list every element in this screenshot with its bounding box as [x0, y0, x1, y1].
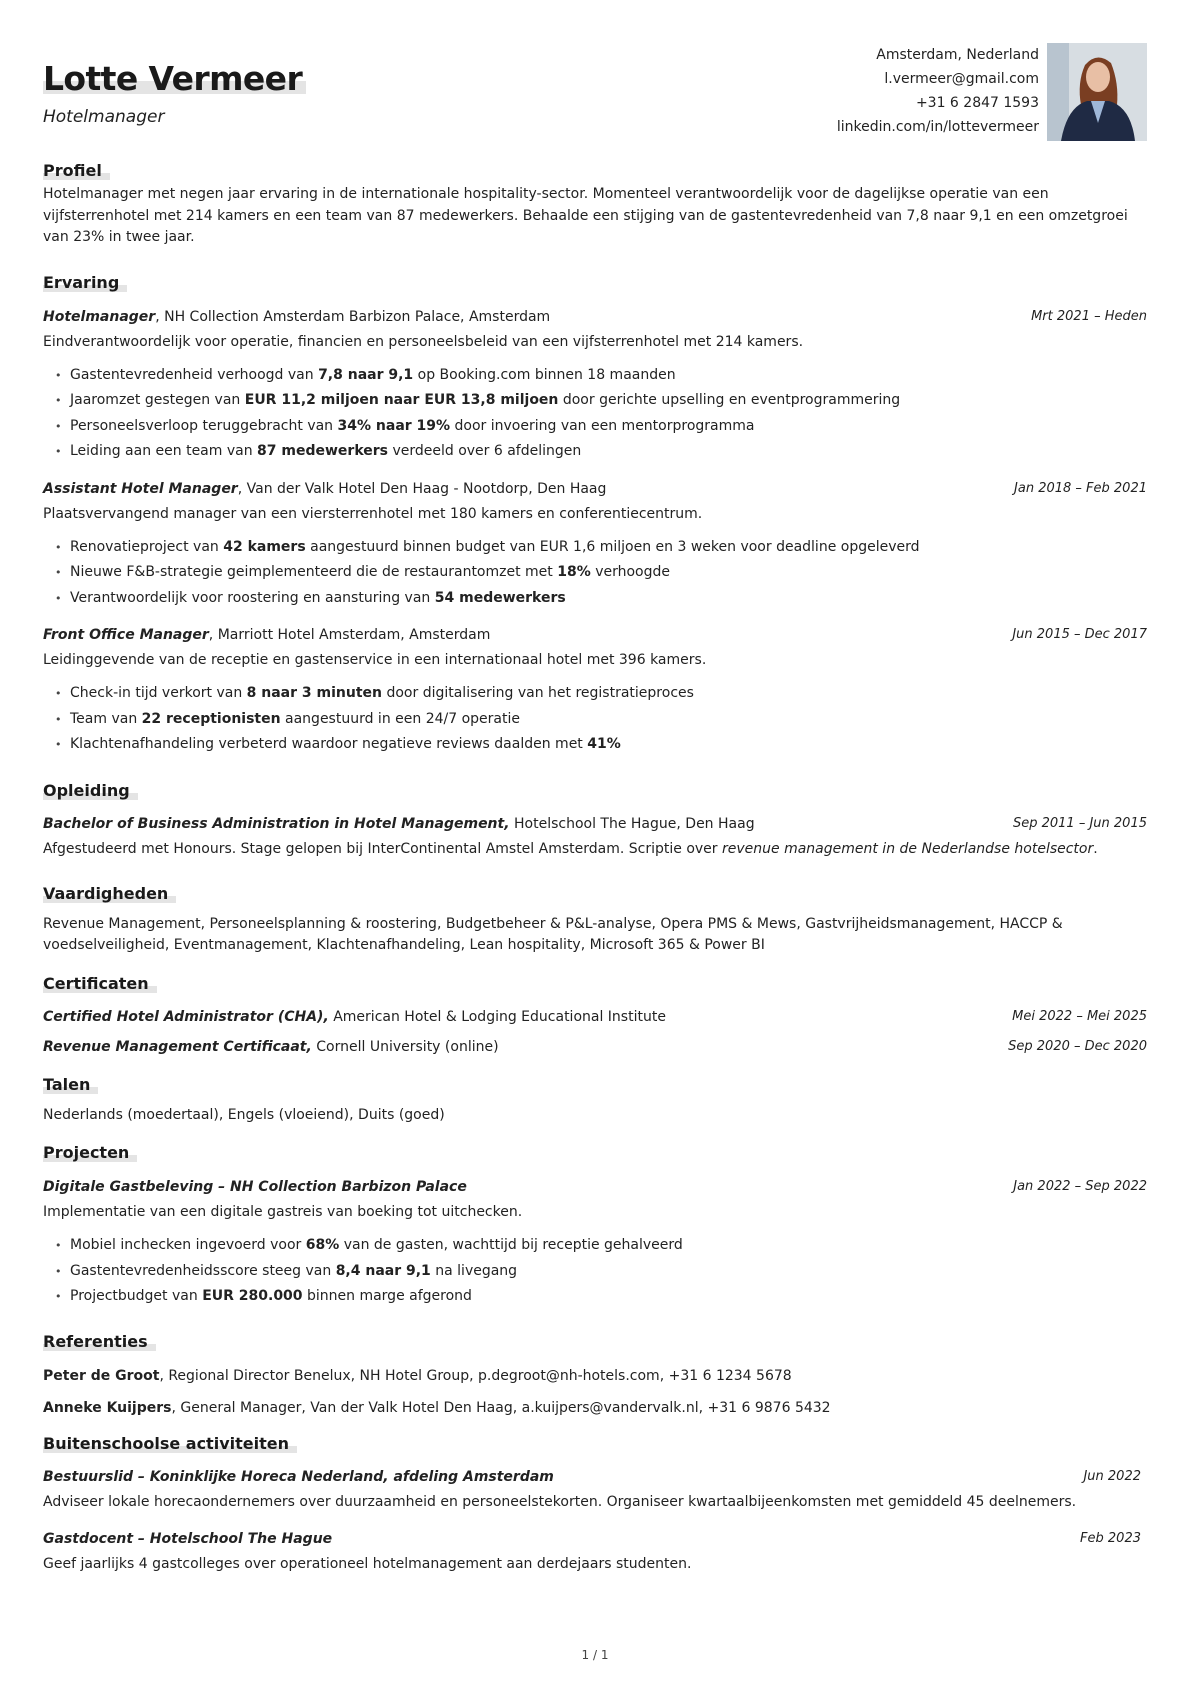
bold-text: 8 naar 3 minuten	[246, 685, 383, 701]
text-segment: Hotelmanager met negen jaar ervaring in de internationale hospitality-sector. Momenteel verantwoordelijk voor de dagelijkse operatie van een vijfsterrenhotel met 214 kamers en een team van 87 medewerkers. Behaalde een stijging van de gastentevredenheid van 7,8 naar 9,1 en een omzetgroei van 23% in twee jaar.	[43, 186, 1128, 245]
section-body	[43, 1006, 1147, 1058]
section-body	[43, 914, 1147, 957]
bold-text: 68%	[305, 1237, 340, 1253]
bullet-item	[55, 439, 1147, 465]
location: Amsterdam, Nederland	[876, 47, 1039, 63]
entry-header	[43, 1006, 1147, 1028]
text-segment: American Hotel & Lodging Educational Institute	[328, 1008, 666, 1025]
text-segment: , Marriott Hotel Amsterdam, Amsterdam	[208, 627, 491, 643]
text-segment: door invoering van een mentorprogramma	[450, 417, 755, 434]
text-segment: Personeelsverloop teruggebracht van	[70, 417, 338, 434]
entry-item	[43, 1466, 1147, 1513]
reference-item	[43, 1365, 1147, 1387]
italic-text: revenue management in de Nederlandse hotelsector	[722, 840, 1094, 857]
text-segment: Verantwoordelijk voor roostering en aansturing van	[70, 589, 435, 606]
bold-text: 87 medewerkers	[257, 443, 388, 459]
bold-text: Bestuurslid – Koninklijke Horeca Nederland, afdeling Amsterdam	[43, 1468, 554, 1485]
text-segment: Hotelschool The Hague, Den Haag	[509, 815, 755, 832]
bold-text: EUR 280.000	[202, 1288, 303, 1304]
bullet-item	[55, 1259, 1147, 1285]
bullet-list	[43, 363, 1147, 465]
section-heading: Profiel	[43, 160, 110, 182]
section-vaardigheden	[43, 883, 1147, 957]
text-segment: Cornell University (online)	[311, 1038, 499, 1055]
entry-date: Sep 2020 – Dec 2020	[1008, 1038, 1147, 1054]
bold-text: Anneke Kuijpers	[43, 1399, 172, 1416]
reference-item	[43, 1397, 1147, 1419]
entry-date: Feb 2023	[1080, 1530, 1141, 1546]
bullet-item	[55, 388, 1147, 414]
text-segment: Gastentevredenheid verhoogd van	[70, 366, 319, 383]
bold-text: 34% naar 19%	[337, 417, 451, 434]
entry-header	[43, 1528, 1147, 1550]
section-ervaring	[43, 272, 1147, 758]
text-segment: Eindverantwoordelijk voor operatie, financien en personeelsbeleid van een vijfsterrenhotel met 214 kamers.	[43, 333, 804, 350]
section-projecten	[43, 1142, 1147, 1310]
entry-date: Jan 2022 – Sep 2022	[1013, 1179, 1147, 1194]
bold-text: 22 receptionisten	[141, 710, 281, 727]
entry-item	[43, 1036, 1147, 1058]
bold-text: Peter de Groot	[43, 1367, 160, 1384]
entry-item	[43, 478, 1147, 612]
entry-title	[43, 813, 755, 835]
phone: +31 6 2847 1593	[915, 95, 1039, 111]
section-body	[43, 184, 1147, 249]
bold-text: Front Office Manager	[43, 627, 209, 643]
entry-header	[43, 478, 1147, 500]
bullet-item	[55, 707, 1147, 733]
section-heading: Referenties	[43, 1331, 156, 1353]
bold-text: EUR 11,2 miljoen naar EUR 13,8 miljoen	[244, 392, 559, 408]
section-heading: Talen	[43, 1074, 98, 1096]
entry-description	[43, 649, 1147, 671]
bullet-item	[55, 681, 1147, 707]
bold-text: 42 kamers	[223, 538, 306, 555]
text-segment: Adviseer lokale horecaondernemers over duurzaamheid en personeelstekorten. Organiseer kwartaalbijeenkomsten met gemiddeld 45 deelnemers.	[43, 1493, 1077, 1510]
candidate-name: Lotte Vermeer	[43, 59, 306, 99]
section-certificaten	[43, 973, 1147, 1058]
email-link[interactable]: l.vermeer@gmail.com	[884, 71, 1039, 87]
text-segment: verdeeld over 6 afdelingen	[388, 443, 582, 459]
section-heading: Projecten	[43, 1142, 137, 1164]
entry-header	[43, 813, 1147, 835]
bold-text: Gastdocent – Hotelschool The Hague	[43, 1530, 333, 1547]
text-segment: , General Manager, Van der Valk Hotel Den Haag, a.kuijpers@vandervalk.nl, +31 6 9876 5432	[171, 1399, 831, 1416]
section-heading: Buitenschoolse activiteiten	[43, 1433, 297, 1455]
candidate-title: Hotelmanager	[43, 107, 165, 127]
text-segment: , NH Collection Amsterdam Barbizon Palace, Amsterdam	[155, 308, 551, 325]
page-number: 1 / 1	[581, 1648, 609, 1662]
text-segment: Nieuwe F&B-strategie geimplementeerd die de restaurantomzet met	[70, 564, 558, 580]
bullet-item	[55, 1233, 1147, 1259]
entry-date: Jun 2022	[1083, 1468, 1141, 1484]
section-heading: Ervaring	[43, 272, 127, 294]
section-text	[43, 914, 1147, 957]
text-segment: Geef jaarlijks 4 gastcolleges over operationeel hotelmanagement aan derdejaars studenten.	[43, 1555, 692, 1572]
text-segment: binnen marge afgerond	[302, 1288, 472, 1304]
entry-title	[43, 1006, 666, 1028]
bold-text: 41%	[587, 736, 621, 752]
entry-item	[43, 1006, 1147, 1028]
entry-title	[43, 1176, 467, 1198]
bold-text: Hotelmanager	[43, 308, 156, 325]
entry-description	[43, 1553, 1147, 1575]
text-segment: Afgestudeerd met Honours. Stage gelopen bij InterContinental Amstel Amsterdam. Scriptie over	[43, 840, 722, 857]
section-body	[43, 1365, 1147, 1419]
entry-header	[43, 1176, 1147, 1198]
text-segment: , Regional Director Benelux, NH Hotel Group, p.degroot@nh-hotels.com, +31 6 1234 5678	[159, 1367, 792, 1384]
text-segment: , Van der Valk Hotel Den Haag - Nootdorp, Den Haag	[237, 480, 607, 497]
bullet-item	[55, 560, 1147, 586]
text-segment: Renovatieproject van	[70, 538, 224, 555]
bullet-item	[55, 535, 1147, 561]
text-segment: Gastentevredenheidsscore steeg van	[70, 1262, 336, 1279]
entry-title	[43, 1466, 554, 1488]
section-body	[43, 306, 1147, 758]
entry-title	[43, 1036, 499, 1058]
entry-item	[43, 624, 1147, 758]
bullet-item	[55, 1284, 1147, 1310]
text-segment: na livegang	[430, 1262, 518, 1279]
contact-info	[837, 43, 1039, 139]
bold-text: Digitale Gastbeleving – NH Collection Barbizon Palace	[43, 1179, 467, 1195]
profile-photo	[1047, 43, 1147, 141]
text-segment: Leidinggevende van de receptie en gastenservice in een internationaal hotel met 396 kamers.	[43, 652, 707, 668]
section-profiel	[43, 160, 1147, 249]
section-heading: Certificaten	[43, 973, 157, 995]
entry-description	[43, 331, 1147, 353]
section-buitenschoolse	[43, 1433, 1147, 1575]
entry-header	[43, 1466, 1147, 1488]
bullet-item	[55, 414, 1147, 440]
bullet-list	[43, 535, 1147, 612]
text-segment: op Booking.com binnen 18 maanden	[413, 366, 676, 383]
section-body	[43, 813, 1147, 860]
entry-item	[43, 306, 1147, 465]
text-segment: Implementatie van een digitale gastreis van boeking tot uitchecken.	[43, 1204, 523, 1220]
bold-text: 7,8 naar 9,1	[318, 366, 414, 383]
entry-title	[43, 306, 550, 328]
entry-header	[43, 306, 1147, 328]
entry-date: Jun 2015 – Dec 2017	[1012, 627, 1147, 642]
entry-date: Jan 2018 – Feb 2021	[1014, 480, 1147, 496]
section-body	[43, 1466, 1147, 1575]
section-text	[43, 1105, 1147, 1127]
text-segment: .	[1093, 840, 1098, 857]
bold-text: 54 medewerkers	[434, 589, 566, 606]
text-segment: aangestuurd in een 24/7 operatie	[280, 710, 520, 727]
text-segment: aangestuurd binnen budget van EUR 1,6 miljoen en 3 weken voor deadline opgeleverd	[305, 538, 920, 555]
text-segment: van de gasten, wachttijd bij receptie gehalveerd	[339, 1237, 683, 1253]
bold-text: Assistant Hotel Manager	[43, 480, 238, 497]
entry-item	[43, 1176, 1147, 1310]
entry-title	[43, 1528, 332, 1550]
bold-text: Bachelor of Business Administration in Hotel Management,	[43, 815, 510, 832]
entry-description	[43, 503, 1147, 525]
resume-sections	[43, 160, 1147, 1575]
section-body	[43, 1105, 1147, 1127]
entry-date: Mei 2022 – Mei 2025	[1012, 1008, 1147, 1024]
resume-header	[43, 43, 1147, 141]
text-segment: Projectbudget van	[70, 1288, 203, 1304]
entry-date: Mrt 2021 – Heden	[1031, 308, 1147, 324]
bold-text: Revenue Management Certificaat,	[43, 1038, 312, 1055]
text-segment: Leiding aan een team van	[70, 443, 258, 459]
bullet-list	[43, 681, 1147, 758]
entry-item	[43, 813, 1147, 860]
entry-description	[43, 838, 1147, 860]
section-opleiding	[43, 780, 1147, 860]
entry-header	[43, 624, 1147, 646]
text-segment: Revenue Management, Personeelsplanning & roostering, Budgetbeheer & P&L-analyse, Opera PMS & Mews, Gastvrijheidsmanagement, HACCP & voedselveiligheid, Eventmanagement, Klachtenafhandeling, Lean hospitality, Microsoft 365 & Power BI	[43, 915, 1063, 953]
bold-text: 18%	[557, 564, 591, 580]
entry-item	[43, 1528, 1147, 1575]
text-segment: door digitalisering van het registratieproces	[382, 685, 694, 701]
entry-title	[43, 624, 490, 646]
section-text	[43, 184, 1147, 249]
text-segment: Klachtenafhandeling verbeterd waardoor negatieve reviews daalden met	[70, 736, 588, 752]
bullet-item	[55, 363, 1147, 389]
section-referenties	[43, 1331, 1147, 1419]
entry-title	[43, 478, 606, 500]
text-segment: door gerichte upselling en eventprogrammering	[558, 392, 901, 408]
entry-description	[43, 1201, 1147, 1223]
text-segment: Mobiel inchecken ingevoerd voor	[70, 1237, 306, 1253]
text-segment: Plaatsvervangend manager van een viersterrenhotel met 180 kamers en conferentiecentrum.	[43, 505, 703, 522]
section-heading: Vaardigheden	[43, 883, 176, 905]
section-talen	[43, 1074, 1147, 1127]
bullet-list	[43, 1233, 1147, 1310]
entry-description	[43, 1491, 1147, 1513]
section-heading: Opleiding	[43, 780, 138, 802]
linkedin-link[interactable]: linkedin.com/in/lottevermeer	[836, 119, 1039, 135]
text-segment: Team van	[70, 710, 142, 727]
text-segment: verhoogde	[590, 564, 670, 580]
section-body	[43, 1176, 1147, 1310]
bold-text: Certified Hotel Administrator (CHA),	[43, 1008, 329, 1025]
entry-header	[43, 1036, 1147, 1058]
bullet-item	[55, 586, 1147, 612]
bold-text: 8,4 naar 9,1	[335, 1262, 431, 1279]
text-segment: Jaaromzet gestegen van	[70, 392, 245, 408]
entry-date: Sep 2011 – Jun 2015	[1012, 815, 1147, 831]
text-segment: Nederlands (moedertaal), Engels (vloeiend), Duits (goed)	[43, 1106, 445, 1123]
bullet-item	[55, 732, 1147, 758]
text-segment: Check-in tijd verkort van	[70, 685, 247, 701]
